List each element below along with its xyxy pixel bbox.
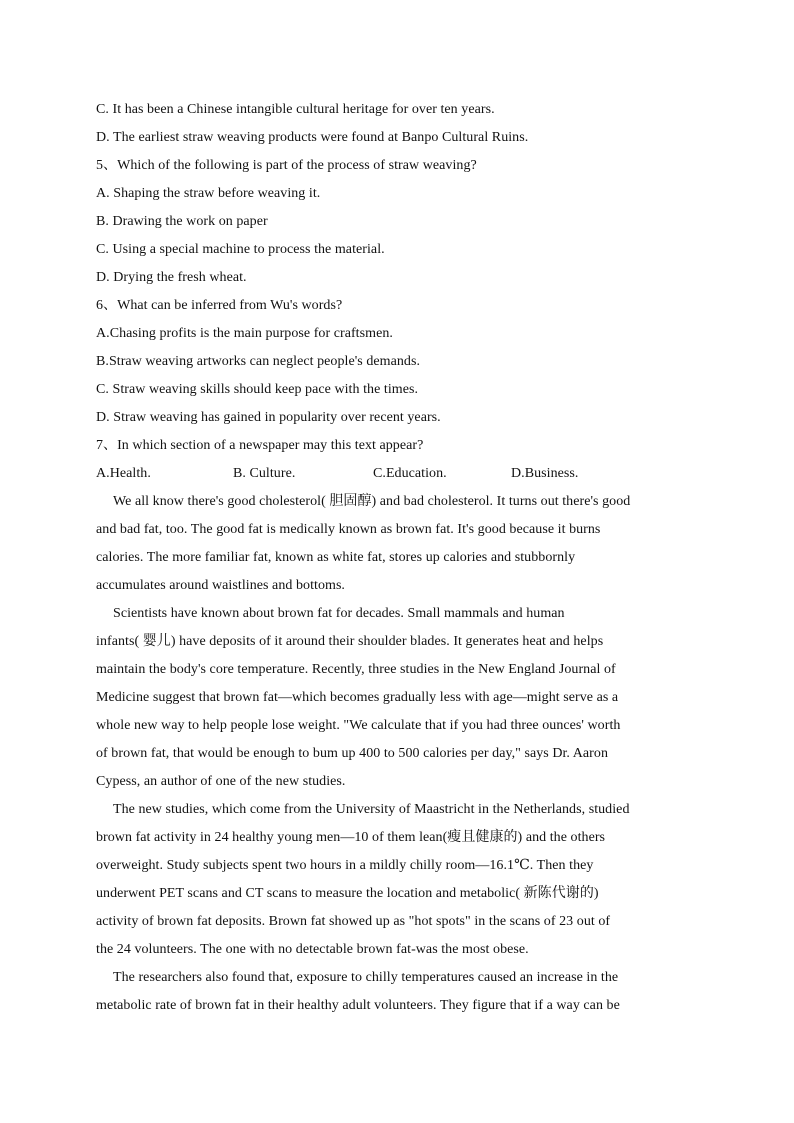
paragraph-line: metabolic rate of brown fat in their healthy adult volunteers. They figure that if a way can be: [96, 998, 620, 1013]
passage-paragraph-1: [96, 488, 696, 600]
q4-option-c: C. It has been a Chinese intangible cultural heritage for over ten years.: [96, 102, 495, 117]
q6-option-d: D. Straw weaving has gained in popularity over recent years.: [96, 410, 441, 425]
q5-stem: 5、Which of the following is part of the process of straw weaving?: [96, 158, 477, 173]
paragraph-line: whole new way to help people lose weight. "We calculate that if you had three ounces' worth: [96, 718, 621, 733]
q6-stem: 6、What can be inferred from Wu's words?: [96, 298, 343, 313]
paragraph-line: Scientists have known about brown fat for decades. Small mammals and human: [113, 606, 565, 621]
paragraph-line: underwent PET scans and CT scans to measure the location and metabolic( 新陈代谢的): [96, 886, 599, 901]
q7-option-d: D.Business.: [511, 466, 579, 481]
paragraph-line: infants( 婴儿) have deposits of it around their shoulder blades. It generates heat and helps: [96, 634, 604, 649]
q5-option-c: C. Using a special machine to process the material.: [96, 242, 385, 257]
paragraph-line: accumulates around waistlines and bottoms.: [96, 578, 345, 593]
paragraph-line: Medicine suggest that brown fat—which becomes gradually less with age—might serve as a: [96, 690, 619, 705]
q5-option-d: D. Drying the fresh wheat.: [96, 270, 247, 285]
paragraph-line: We all know there's good cholesterol( 胆固醇) and bad cholesterol. It turns out there's good: [113, 494, 631, 509]
q7-option-c: C.Education.: [373, 466, 447, 481]
paragraph-line: activity of brown fat deposits. Brown fat showed up as "hot spots" in the scans of 23 out of: [96, 914, 611, 929]
q4-option-d: D. The earliest straw weaving products were found at Banpo Cultural Ruins.: [96, 130, 529, 145]
q7-option-b: B. Culture.: [233, 466, 296, 481]
q5-option-b: B. Drawing the work on paper: [96, 214, 268, 229]
q6-option-c: C. Straw weaving skills should keep pace with the times.: [96, 382, 419, 397]
paragraph-line: overweight. Study subjects spent two hours in a mildly chilly room—16.1℃. Then they: [96, 858, 594, 873]
passage-paragraph-4: [96, 964, 696, 1020]
q7-stem: 7、In which section of a newspaper may this text appear?: [96, 438, 424, 453]
q6-option-a: A.Chasing profits is the main purpose for craftsmen.: [96, 326, 393, 341]
document-content: [96, 96, 696, 1020]
paragraph-line: the 24 volunteers. The one with no detectable brown fat-was the most obese.: [96, 942, 529, 957]
q6-option-b: B.Straw weaving artworks can neglect people's demands.: [96, 354, 421, 369]
passage-paragraph-3: [96, 796, 696, 964]
q5-option-a: A. Shaping the straw before weaving it.: [96, 186, 321, 201]
q7-options: [96, 460, 696, 488]
paragraph-line: Cypess, an author of one of the new studies.: [96, 774, 346, 789]
passage-paragraph-2: [96, 600, 696, 796]
paragraph-line: brown fat activity in 24 healthy young men—10 of them lean(瘦且健康的) and the others: [96, 830, 606, 845]
paragraph-line: of brown fat, that would be enough to bum up 400 to 500 calories per day," says Dr. Aaron: [96, 746, 608, 761]
paragraph-line: The researchers also found that, exposure to chilly temperatures caused an increase in the: [113, 970, 619, 985]
paragraph-line: maintain the body's core temperature. Recently, three studies in the New England Journal of: [96, 662, 616, 677]
paragraph-line: and bad fat, too. The good fat is medically known as brown fat. It's good because it burns: [96, 522, 601, 537]
paragraph-line: calories. The more familiar fat, known as white fat, stores up calories and stubbornly: [96, 550, 576, 565]
q7-option-a: A.Health.: [96, 466, 151, 481]
paragraph-line: The new studies, which come from the University of Maastricht in the Netherlands, studied: [113, 802, 630, 817]
